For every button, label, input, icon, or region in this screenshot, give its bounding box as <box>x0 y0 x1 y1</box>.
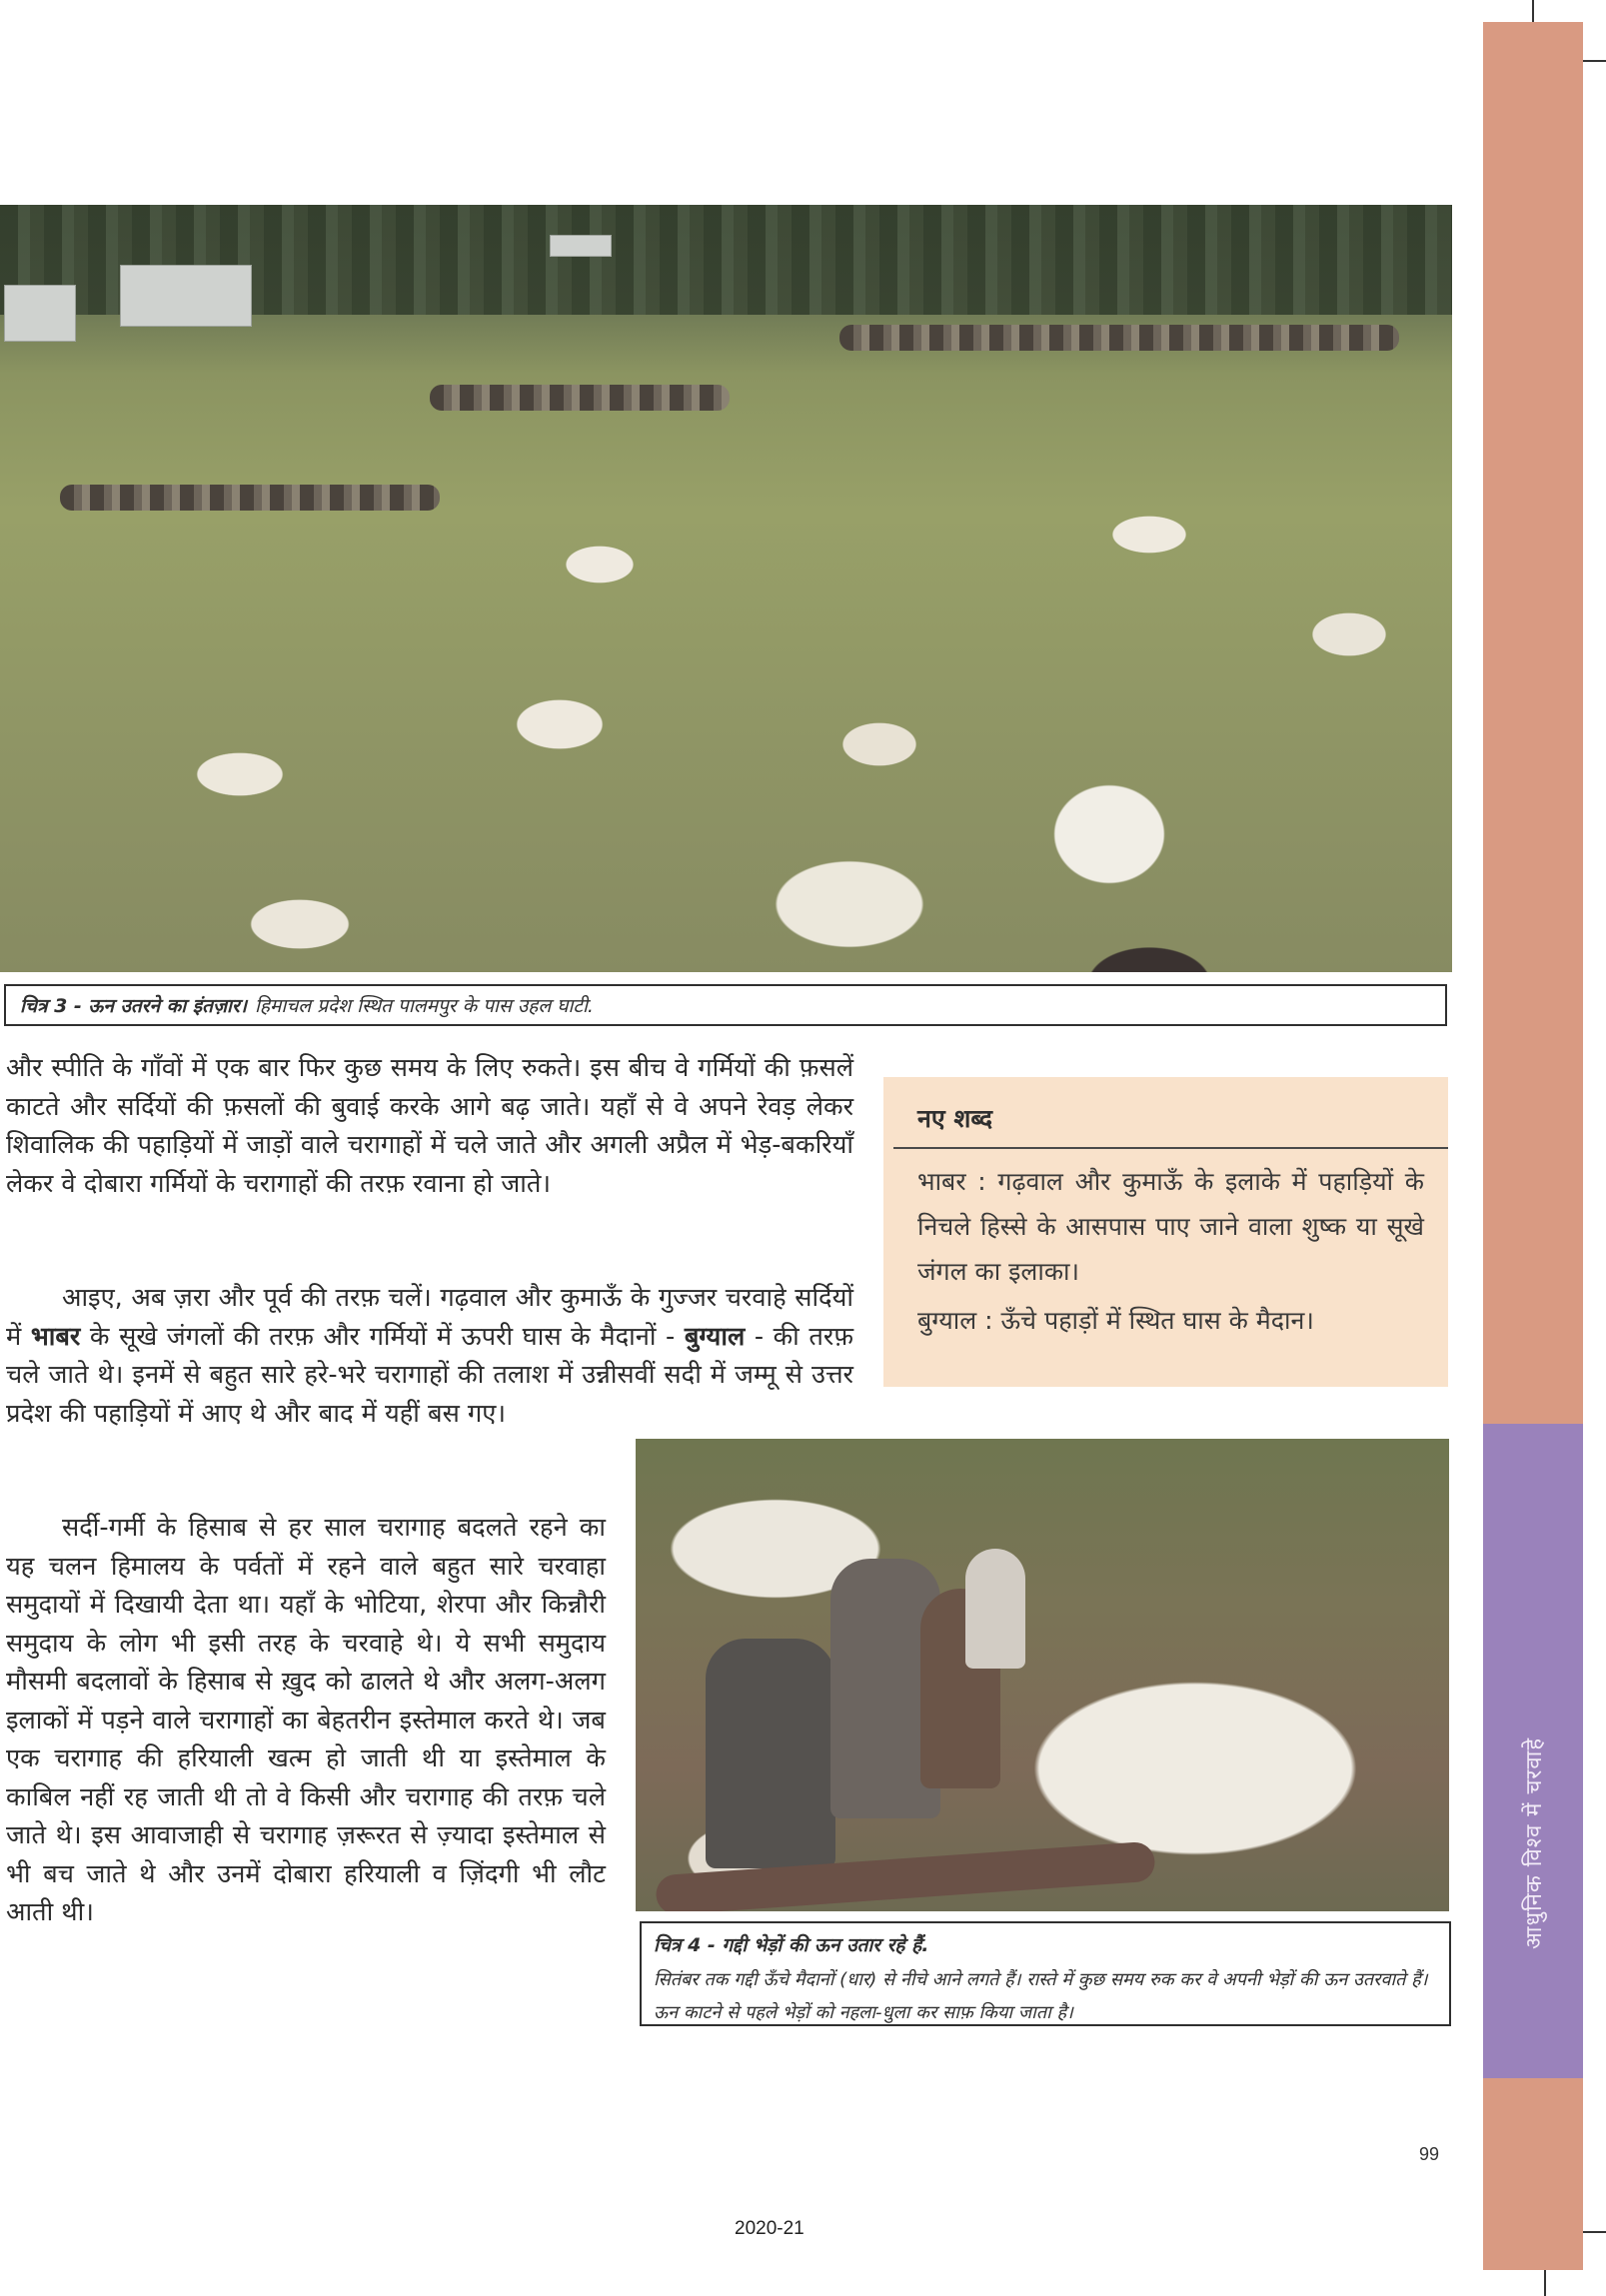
figure-3-caption-text: हिमाचल प्रदेश स्थित पालमपुर के पास उहल घाटी. <box>254 995 594 1017</box>
edition-year: 2020-21 <box>735 2218 804 2239</box>
new-words-title: नए शब्द <box>917 1104 993 1133</box>
chapter-tab-label: आधुनिक विश्व में चरवाहे <box>1522 1736 1548 1950</box>
crop-mark <box>1532 0 1534 22</box>
hut <box>120 265 252 327</box>
definition-bugyal: बुग्याल : ऊँचे पहाड़ों में स्थित घास के मैदान। <box>917 1306 1314 1335</box>
definition-bhabar: भाबर : गढ़वाल और कुमाऊँ के इलाके में पहाड़ियों के निचले हिस्से के आसपास पाए जाने वाला शुष्क या सूखे जंगल का इलाका। <box>917 1167 1424 1286</box>
figure-3-caption <box>4 984 1447 1026</box>
shepherds-group <box>430 385 730 411</box>
new-words-box <box>883 1077 1448 1387</box>
figure-3-label: चित्र 3 - ऊन उतरने का इंतज़ार। <box>20 995 247 1017</box>
crop-mark <box>1544 2270 1546 2296</box>
paragraph-2: आइए, अब ज़रा और पूर्व की तरफ़ चलें। गढ़वाल और कुमाऊँ के गुज्जर चरवाहे सर्दियों में भाबर के सूखे जंगलों की तरफ़ और गर्मियों में ऊपरी घास के मैदानों - बुग्याल - की तरफ़ चले जाते थे। इनमें से बहुत सारे हरे-भरे चरागाहों की तलाश में उन्नीसवीं सदी में जम्मू से उत्तर प्रदेश की पहाड़ियों में आए थे और बाद में यहीं बस गए। <box>6 1283 853 1429</box>
shepherd-figure <box>965 1549 1025 1669</box>
hut <box>4 285 76 342</box>
term-bhabar: भाबर <box>30 1321 81 1352</box>
crop-mark <box>1583 2231 1606 2233</box>
new-words-list <box>917 1159 1424 1347</box>
page-number: 99 <box>1419 2144 1440 2164</box>
figure-4-title: चित्र 4 - गद्दी भेड़ों की ऊन उतार रहे हैं. <box>654 1934 929 1956</box>
figure-4-photo <box>636 1439 1449 1911</box>
chapter-band-bottom <box>1483 2078 1583 2270</box>
shepherds-group <box>60 485 440 511</box>
figure-4-caption <box>640 1921 1451 2026</box>
term-bugyal: बुग्याल <box>684 1321 746 1352</box>
shepherds-group <box>839 325 1399 351</box>
figure-3-photo <box>0 205 1452 972</box>
paragraph-3: सर्दी-गर्मी के हिसाब से हर साल चरागाह बदलते रहने का यह चलन हिमालय के पर्वतों में रहने वाले बहुत सारे चरवाहा समुदायों में दिखायी देता था। यहाँ के भोटिया, शेरपा और किन्नौरी समुदाय के लोग भी इसी तरह के चरवाहे थे। ये सभी समुदाय मौसमी बदलावों के हिसाब से ख़ुद को ढालते थे और अलग-अलग इलाकों में पड़ने वाले चरागाहों का बेहतरीन इस्तेमाल करते थे। जब एक चरागाह की हरियाली खत्म हो जाती थी या इस्तेमाल के काबिल नहीं रह जाती थी तो वे किसी और चरागाह की तरफ़ चले जाते थे। इस आवाजाही से चरागाह ज़रूरत से ज़्यादा इस्तेमाल से भी बच जाते थे और उनमें दोबारा हरियाली व ज़िंदगी भी लौट आती थी। <box>6 1513 606 1927</box>
hut <box>550 235 612 257</box>
divider <box>893 1147 1448 1149</box>
chapter-band-top <box>1483 22 1583 1424</box>
paragraph-1: और स्पीति के गाँवों में एक बार फिर कुछ समय के लिए रुकते। इस बीच वे गर्मियों की फ़सलें काटते और सर्दियों की फ़सलों की बुवाई करके आगे बढ़ जाते। यहाँ से वे अपने रेवड़ लेकर शिवालिक की पहाड़ियों में जाड़ों वाले चरागाहों में चले जाते और अगली अप्रैल में भेड़-बकरियाँ लेकर वे दोबारा गर्मियों के चरागाहों की तरफ़ रवाना हो जाते। <box>6 1053 853 1199</box>
crop-mark <box>1583 60 1606 62</box>
shepherd-figure <box>706 1639 835 1868</box>
figure-4-description: सितंबर तक गद्दी ऊँचे मैदानों (धार) से नीचे आने लगते हैं। रास्ते में कुछ समय रुक कर वे अपनी भेड़ों की ऊन उतरवाते हैं। ऊन काटने से पहले भेड़ों को नहला-धुला कर साफ़ किया जाता है। <box>654 1969 1428 2023</box>
